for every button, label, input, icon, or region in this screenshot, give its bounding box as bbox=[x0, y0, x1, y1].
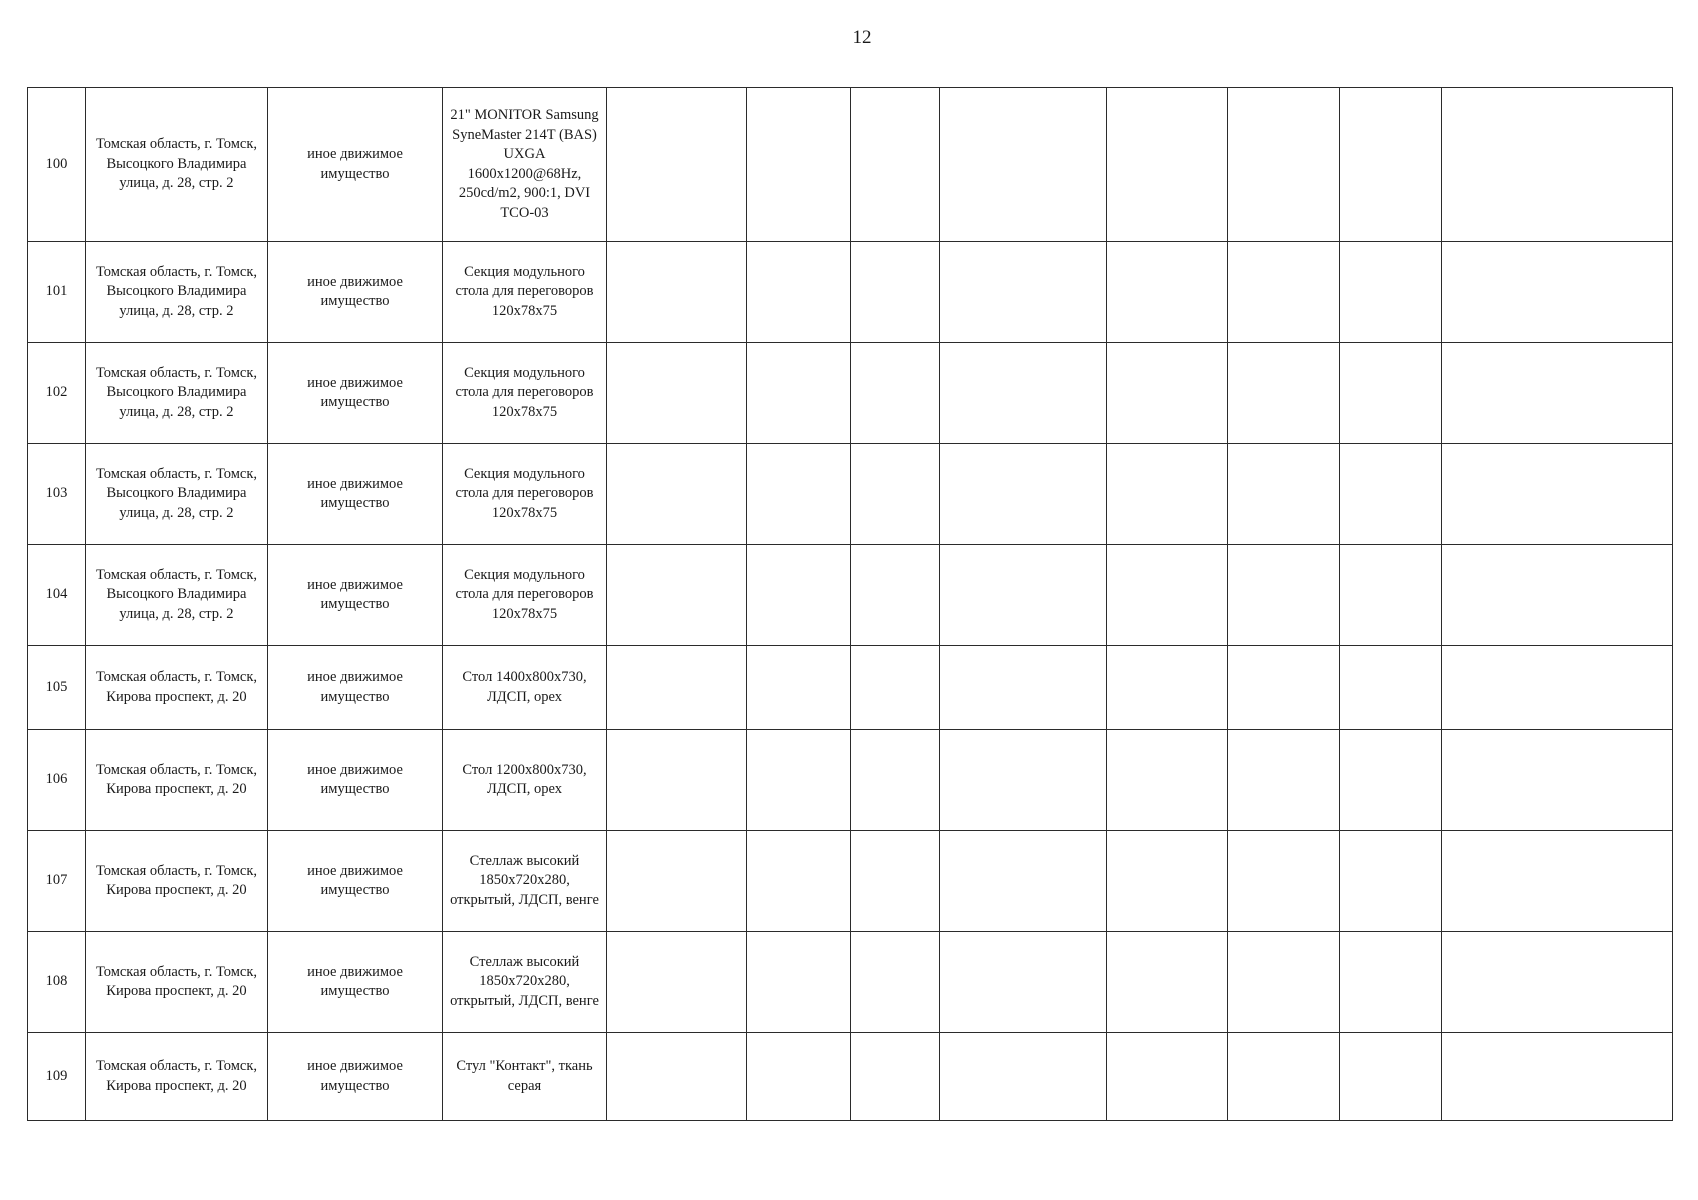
address-cell: Томская область, г. Томск, Высоцкого Владимира улица, д. 28, стр. 2 bbox=[86, 545, 268, 646]
empty-cell bbox=[1228, 242, 1340, 343]
table-row bbox=[28, 831, 1673, 932]
empty-cell bbox=[607, 646, 747, 730]
empty-cell bbox=[747, 545, 851, 646]
empty-cell bbox=[940, 444, 1107, 545]
empty-cell bbox=[1228, 730, 1340, 831]
row-number-cell: 101 bbox=[28, 242, 86, 343]
empty-cell bbox=[1228, 932, 1340, 1033]
address-cell: Томская область, г. Томск, Кирова проспект, д. 20 bbox=[86, 932, 268, 1033]
empty-cell bbox=[1228, 545, 1340, 646]
empty-cell bbox=[940, 545, 1107, 646]
item-name-cell: Секция модульного стола для переговоров 120х78х75 bbox=[443, 242, 607, 343]
empty-cell bbox=[1228, 831, 1340, 932]
empty-cell bbox=[747, 1033, 851, 1121]
empty-cell bbox=[1107, 1033, 1228, 1121]
empty-cell bbox=[1442, 932, 1673, 1033]
empty-cell bbox=[940, 932, 1107, 1033]
row-number-cell: 108 bbox=[28, 932, 86, 1033]
empty-cell bbox=[851, 831, 940, 932]
address-cell: Томская область, г. Томск, Высоцкого Владимира улица, д. 28, стр. 2 bbox=[86, 242, 268, 343]
row-number-cell: 106 bbox=[28, 730, 86, 831]
item-name-cell: Секция модульного стола для переговоров 120х78х75 bbox=[443, 545, 607, 646]
empty-cell bbox=[851, 343, 940, 444]
table-body bbox=[28, 88, 1673, 1121]
property-type-cell: иное движимое имущество bbox=[268, 1033, 443, 1121]
item-name-cell: Стул "Контакт", ткань серая bbox=[443, 1033, 607, 1121]
empty-cell bbox=[851, 242, 940, 343]
table-row bbox=[28, 545, 1673, 646]
empty-cell bbox=[1107, 730, 1228, 831]
empty-cell bbox=[747, 932, 851, 1033]
empty-cell bbox=[1340, 88, 1442, 242]
empty-cell bbox=[607, 831, 747, 932]
empty-cell bbox=[940, 730, 1107, 831]
empty-cell bbox=[607, 1033, 747, 1121]
property-type-cell: иное движимое имущество bbox=[268, 730, 443, 831]
empty-cell bbox=[1442, 444, 1673, 545]
empty-cell bbox=[940, 343, 1107, 444]
empty-cell bbox=[1107, 88, 1228, 242]
property-type-cell: иное движимое имущество bbox=[268, 444, 443, 545]
item-name-cell: 21" MONITOR Samsung SyneMaster 214T (BAS) UXGA 1600x1200@68Hz, 250cd/m2, 900:1, DVI TCO-03 bbox=[443, 88, 607, 242]
table-row bbox=[28, 88, 1673, 242]
table-row bbox=[28, 932, 1673, 1033]
empty-cell bbox=[747, 242, 851, 343]
empty-cell bbox=[1340, 343, 1442, 444]
address-cell: Томская область, г. Томск, Кирова проспект, д. 20 bbox=[86, 646, 268, 730]
row-number-cell: 104 bbox=[28, 545, 86, 646]
empty-cell bbox=[1340, 831, 1442, 932]
item-name-cell: Стеллаж высокий 1850х720х280, открытый, ЛДСП, венге bbox=[443, 831, 607, 932]
property-type-cell: иное движимое имущество bbox=[268, 932, 443, 1033]
empty-cell bbox=[1228, 444, 1340, 545]
property-type-cell: иное движимое имущество bbox=[268, 545, 443, 646]
empty-cell bbox=[1442, 730, 1673, 831]
empty-cell bbox=[1442, 545, 1673, 646]
address-cell: Томская область, г. Томск, Кирова проспект, д. 20 bbox=[86, 831, 268, 932]
empty-cell bbox=[1228, 646, 1340, 730]
empty-cell bbox=[1442, 242, 1673, 343]
empty-cell bbox=[940, 831, 1107, 932]
empty-cell bbox=[1228, 88, 1340, 242]
empty-cell bbox=[940, 88, 1107, 242]
empty-cell bbox=[607, 444, 747, 545]
empty-cell bbox=[851, 730, 940, 831]
table-row bbox=[28, 730, 1673, 831]
table-row bbox=[28, 343, 1673, 444]
empty-cell bbox=[940, 242, 1107, 343]
property-table bbox=[27, 87, 1673, 1121]
empty-cell bbox=[940, 646, 1107, 730]
table-row bbox=[28, 646, 1673, 730]
empty-cell bbox=[1107, 444, 1228, 545]
address-cell: Томская область, г. Томск, Высоцкого Владимира улица, д. 28, стр. 2 bbox=[86, 88, 268, 242]
empty-cell bbox=[851, 932, 940, 1033]
empty-cell bbox=[1442, 1033, 1673, 1121]
empty-cell bbox=[1107, 343, 1228, 444]
empty-cell bbox=[1228, 1033, 1340, 1121]
empty-cell bbox=[1340, 730, 1442, 831]
empty-cell bbox=[1107, 932, 1228, 1033]
address-cell: Томская область, г. Томск, Кирова проспект, д. 20 bbox=[86, 1033, 268, 1121]
empty-cell bbox=[940, 1033, 1107, 1121]
item-name-cell: Стол 1200х800х730, ЛДСП, орех bbox=[443, 730, 607, 831]
empty-cell bbox=[1442, 343, 1673, 444]
item-name-cell: Стол 1400х800х730, ЛДСП, орех bbox=[443, 646, 607, 730]
empty-cell bbox=[851, 646, 940, 730]
empty-cell bbox=[851, 444, 940, 545]
item-name-cell: Стеллаж высокий 1850х720х280, открытый, ЛДСП, венге bbox=[443, 932, 607, 1033]
row-number-cell: 103 bbox=[28, 444, 86, 545]
row-number-cell: 100 bbox=[28, 88, 86, 242]
empty-cell bbox=[607, 88, 747, 242]
property-type-cell: иное движимое имущество bbox=[268, 242, 443, 343]
table-row bbox=[28, 242, 1673, 343]
item-name-cell: Секция модульного стола для переговоров 120х78х75 bbox=[443, 444, 607, 545]
table-row bbox=[28, 444, 1673, 545]
empty-cell bbox=[607, 545, 747, 646]
address-cell: Томская область, г. Томск, Высоцкого Владимира улица, д. 28, стр. 2 bbox=[86, 343, 268, 444]
property-type-cell: иное движимое имущество bbox=[268, 343, 443, 444]
empty-cell bbox=[607, 242, 747, 343]
property-type-cell: иное движимое имущество bbox=[268, 88, 443, 242]
address-cell: Томская область, г. Томск, Кирова проспект, д. 20 bbox=[86, 730, 268, 831]
property-type-cell: иное движимое имущество bbox=[268, 831, 443, 932]
empty-cell bbox=[607, 932, 747, 1033]
empty-cell bbox=[851, 1033, 940, 1121]
empty-cell bbox=[747, 444, 851, 545]
item-name-cell: Секция модульного стола для переговоров 120х78х75 bbox=[443, 343, 607, 444]
empty-cell bbox=[1107, 646, 1228, 730]
empty-cell bbox=[1340, 545, 1442, 646]
page-number: 12 bbox=[852, 27, 872, 48]
property-type-cell: иное движимое имущество bbox=[268, 646, 443, 730]
empty-cell bbox=[851, 88, 940, 242]
empty-cell bbox=[747, 831, 851, 932]
empty-cell bbox=[747, 88, 851, 242]
empty-cell bbox=[851, 545, 940, 646]
empty-cell bbox=[1340, 1033, 1442, 1121]
empty-cell bbox=[1228, 343, 1340, 444]
empty-cell bbox=[1107, 242, 1228, 343]
empty-cell bbox=[1340, 646, 1442, 730]
empty-cell bbox=[1107, 831, 1228, 932]
row-number-cell: 102 bbox=[28, 343, 86, 444]
empty-cell bbox=[1442, 88, 1673, 242]
empty-cell bbox=[607, 730, 747, 831]
row-number-cell: 105 bbox=[28, 646, 86, 730]
empty-cell bbox=[747, 343, 851, 444]
address-cell: Томская область, г. Томск, Высоцкого Владимира улица, д. 28, стр. 2 bbox=[86, 444, 268, 545]
empty-cell bbox=[1107, 545, 1228, 646]
empty-cell bbox=[747, 646, 851, 730]
empty-cell bbox=[1340, 444, 1442, 545]
row-number-cell: 107 bbox=[28, 831, 86, 932]
table-row bbox=[28, 1033, 1673, 1121]
empty-cell bbox=[1340, 932, 1442, 1033]
empty-cell bbox=[1442, 646, 1673, 730]
empty-cell bbox=[747, 730, 851, 831]
empty-cell bbox=[1340, 242, 1442, 343]
row-number-cell: 109 bbox=[28, 1033, 86, 1121]
empty-cell bbox=[1442, 831, 1673, 932]
empty-cell bbox=[607, 343, 747, 444]
